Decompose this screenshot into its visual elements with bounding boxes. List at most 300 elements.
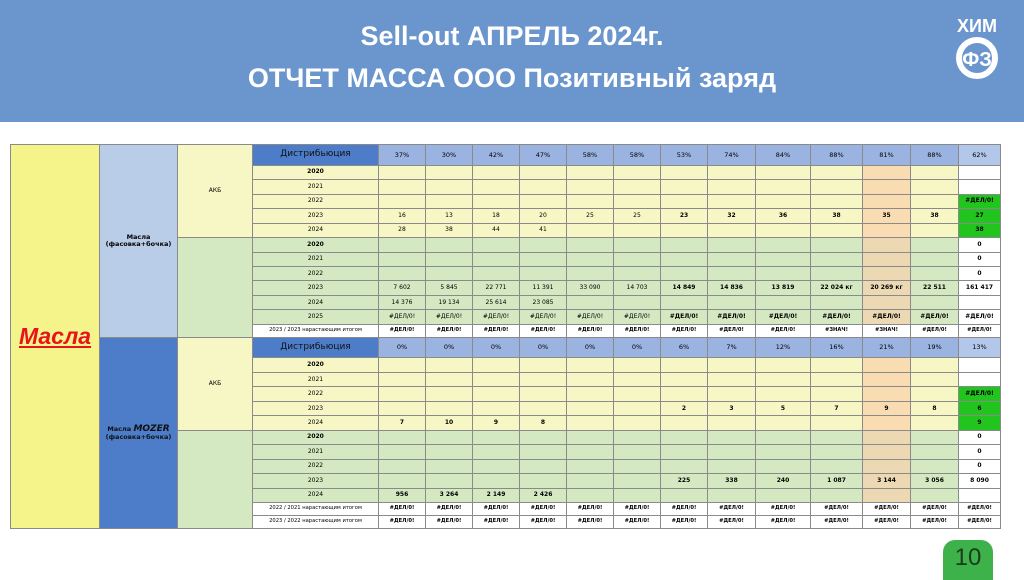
category-label: Масла [18, 323, 92, 349]
table-cell [708, 372, 756, 386]
table-cell: 5 [756, 401, 811, 415]
table-cell [661, 266, 708, 280]
table-cell [426, 445, 473, 459]
table-cell: 0 [959, 266, 1001, 280]
table-cell [426, 266, 473, 280]
table-cell: #ДЕЛ/0! [911, 515, 959, 528]
table-cell: #ДЕЛ/0! [661, 310, 708, 324]
table-cell [708, 488, 756, 502]
table-cell [379, 387, 426, 401]
title-line-1: Sell-out АПРЕЛЬ 2024г. [360, 21, 664, 51]
table-cell [756, 459, 811, 473]
table-cell: 10 [426, 416, 473, 430]
distribution-value: 0% [379, 337, 426, 358]
table-cell [756, 445, 811, 459]
table-cell [911, 266, 959, 280]
subcategory-name: Масла [126, 233, 151, 242]
table-cell [426, 459, 473, 473]
table-cell [863, 430, 911, 444]
table-cell [811, 252, 863, 266]
table-cell: #ДЕЛ/0! [911, 324, 959, 337]
table-cell: 27 [959, 209, 1001, 223]
table-cell [426, 401, 473, 415]
table-cell: 14 703 [614, 281, 661, 295]
year-label: 2021 [253, 445, 379, 459]
table-cell [756, 295, 811, 309]
table-cell [959, 358, 1001, 372]
table-cell [911, 165, 959, 179]
subcategory-cell [100, 145, 178, 338]
table-cell: #ДЕЛ/0! [959, 194, 1001, 208]
table-cell: #ДЕЛ/0! [567, 310, 614, 324]
table-cell: #ДЕЛ/0! [911, 310, 959, 324]
table-cell [863, 488, 911, 502]
distribution-value: 30% [426, 145, 473, 166]
table-cell: 0 [959, 445, 1001, 459]
table-cell: #ДЕЛ/0! [614, 503, 661, 516]
table-cell: 240 [756, 474, 811, 488]
table-cell: #ДЕЛ/0! [708, 503, 756, 516]
distribution-value: 47% [520, 145, 567, 166]
table-cell [520, 474, 567, 488]
table-cell [756, 358, 811, 372]
table-cell: 225 [661, 474, 708, 488]
table-cell: 2 [661, 401, 708, 415]
table-cell: #ДЕЛ/0! [863, 310, 911, 324]
table-cell [379, 372, 426, 386]
table-cell: 14 849 [661, 281, 708, 295]
table-cell: #ДЕЛ/0! [520, 503, 567, 516]
table-cell: 161 417 [959, 281, 1001, 295]
table-cell: 28 [379, 223, 426, 237]
year-label: 2024 [253, 295, 379, 309]
table-cell [379, 266, 426, 280]
table-cell [567, 358, 614, 372]
year-label: 2021 [253, 180, 379, 194]
table-cell: #ДЕЛ/0! [708, 324, 756, 337]
table-cell [911, 387, 959, 401]
table-cell [473, 372, 520, 386]
table-cell [520, 430, 567, 444]
subcategory-packaging: (фасовка+бочка) [105, 239, 172, 248]
table-cell [520, 165, 567, 179]
table-cell [756, 372, 811, 386]
table-cell: 22 024 кг [811, 281, 863, 295]
table-cell [756, 223, 811, 237]
table-cell [520, 358, 567, 372]
table-cell: #ДЕЛ/0! [567, 324, 614, 337]
volume-group-cell [178, 238, 253, 338]
table-cell [426, 165, 473, 179]
table-cell [661, 459, 708, 473]
table-cell [567, 416, 614, 430]
table-cell: #ДЕЛ/0! [911, 503, 959, 516]
table-cell [661, 430, 708, 444]
table-cell [473, 401, 520, 415]
table-cell [863, 194, 911, 208]
distribution-value: 0% [473, 337, 520, 358]
table-cell: #ДЕЛ/0! [661, 324, 708, 337]
table-cell: 25 614 [473, 295, 520, 309]
table-cell: 38 [811, 209, 863, 223]
table-cell [379, 459, 426, 473]
table-cell [911, 459, 959, 473]
table-cell [661, 238, 708, 252]
table-cell [567, 295, 614, 309]
table-cell: #ДЕЛ/0! [863, 515, 911, 528]
table-cell [811, 416, 863, 430]
table-cell: 23 085 [520, 295, 567, 309]
akb-label: АКБ [178, 337, 253, 430]
table-cell: 8 [911, 401, 959, 415]
company-logo [944, 10, 1010, 82]
table-cell: #ДЕЛ/0! [756, 310, 811, 324]
table-cell [811, 387, 863, 401]
table-cell: 36 [756, 209, 811, 223]
table-cell [708, 266, 756, 280]
subcategory-name: Масла [107, 425, 132, 434]
table-cell [567, 474, 614, 488]
table-cell [426, 194, 473, 208]
table-cell [661, 295, 708, 309]
table-cell [863, 387, 911, 401]
table-cell: #ДЕЛ/0! [756, 515, 811, 528]
table-cell [811, 223, 863, 237]
table-cell [520, 459, 567, 473]
table-cell [756, 194, 811, 208]
table-cell: 9 [863, 401, 911, 415]
table-cell [708, 459, 756, 473]
table-cell [863, 252, 911, 266]
table-cell [661, 387, 708, 401]
table-cell [661, 488, 708, 502]
table-cell [959, 488, 1001, 502]
table-cell [863, 358, 911, 372]
table-cell: #ДЕЛ/0! [863, 503, 911, 516]
table-cell [567, 180, 614, 194]
distribution-value: 0% [614, 337, 661, 358]
distribution-value: 12% [756, 337, 811, 358]
title-line-2: ОТЧЕТ МАССА ООО Позитивный заряд [247, 63, 777, 93]
table-cell: #ДЕЛ/0! [520, 324, 567, 337]
table-cell [911, 252, 959, 266]
year-label: 2023 [253, 281, 379, 295]
table-cell: 338 [708, 474, 756, 488]
table-cell [811, 372, 863, 386]
year-label: 2020 [253, 430, 379, 444]
table-cell: 23 [661, 209, 708, 223]
table-cell [426, 180, 473, 194]
table-cell [811, 194, 863, 208]
table-cell [520, 252, 567, 266]
distribution-value: 74% [708, 145, 756, 166]
table-cell [811, 238, 863, 252]
table-cell: #ДЕЛ/0! [614, 310, 661, 324]
table-cell: 3 144 [863, 474, 911, 488]
table-cell [473, 238, 520, 252]
table-cell [614, 223, 661, 237]
table-cell [863, 459, 911, 473]
sales-report-table-container [10, 144, 998, 529]
table-cell [811, 266, 863, 280]
table-cell [911, 238, 959, 252]
svg-text:ХИМ: ХИМ [957, 16, 997, 36]
table-cell [614, 488, 661, 502]
distribution-value: 81% [863, 145, 911, 166]
table-cell [708, 165, 756, 179]
table-cell [661, 416, 708, 430]
distribution-value: 21% [863, 337, 911, 358]
table-cell [567, 488, 614, 502]
table-cell [708, 430, 756, 444]
table-cell [863, 180, 911, 194]
table-cell [614, 430, 661, 444]
table-cell: 9 [959, 416, 1001, 430]
table-cell: #ДЕЛ/0! [473, 310, 520, 324]
table-cell: 25 [614, 209, 661, 223]
table-cell [614, 252, 661, 266]
table-cell [379, 238, 426, 252]
table-cell [911, 180, 959, 194]
table-cell [520, 180, 567, 194]
table-cell [811, 430, 863, 444]
distribution-value: 62% [959, 145, 1001, 166]
table-cell: #ДЕЛ/0! [379, 503, 426, 516]
table-cell: 38 [426, 223, 473, 237]
table-cell: #ДЕЛ/0! [473, 515, 520, 528]
year-label: 2023 [253, 401, 379, 415]
table-cell: 2 426 [520, 488, 567, 502]
table-cell [567, 372, 614, 386]
distribution-value: 42% [473, 145, 520, 166]
table-cell [520, 266, 567, 280]
distribution-value: 13% [959, 337, 1001, 358]
page-number-badge: 10 [943, 540, 993, 580]
table-cell: 8 [520, 416, 567, 430]
table-cell [911, 358, 959, 372]
table-cell: #ДЕЛ/0! [756, 503, 811, 516]
table-cell: 1 087 [811, 474, 863, 488]
table-cell: #ДЕЛ/0! [379, 324, 426, 337]
table-cell [567, 165, 614, 179]
table-cell: #ДЕЛ/0! [661, 503, 708, 516]
table-cell: 16 [379, 209, 426, 223]
table-cell: 38 [959, 223, 1001, 237]
table-cell [863, 416, 911, 430]
table-cell: 13 819 [756, 281, 811, 295]
table-cell: #ДЕЛ/0! [473, 503, 520, 516]
table-cell [863, 238, 911, 252]
table-cell: #ДЕЛ/0! [959, 515, 1001, 528]
table-cell [661, 223, 708, 237]
table-cell [911, 372, 959, 386]
table-cell: 0 [959, 430, 1001, 444]
table-cell [911, 488, 959, 502]
distribution-label: Дистрибьюция [253, 145, 379, 166]
table-cell [520, 387, 567, 401]
table-cell: 3 264 [426, 488, 473, 502]
table-cell [473, 445, 520, 459]
table-cell [811, 295, 863, 309]
table-cell [473, 252, 520, 266]
table-cell: 14 376 [379, 295, 426, 309]
year-label: 2022 [253, 387, 379, 401]
table-cell [911, 295, 959, 309]
table-cell [473, 194, 520, 208]
table-cell: 13 [426, 209, 473, 223]
table-cell: 32 [708, 209, 756, 223]
table-cell [379, 194, 426, 208]
table-cell [756, 165, 811, 179]
table-cell [379, 165, 426, 179]
distribution-row [11, 145, 1001, 166]
distribution-value: 58% [614, 145, 661, 166]
subcategory-brand: MOZER [133, 424, 170, 435]
table-cell [811, 488, 863, 502]
table-cell [614, 266, 661, 280]
table-cell [379, 445, 426, 459]
table-cell [661, 165, 708, 179]
distribution-value: 0% [520, 337, 567, 358]
table-cell [708, 416, 756, 430]
table-cell [911, 223, 959, 237]
year-label: 2020 [253, 165, 379, 179]
table-cell: 25 [567, 209, 614, 223]
table-cell [473, 266, 520, 280]
table-cell: #ДЕЛ/0! [614, 515, 661, 528]
table-cell: 44 [473, 223, 520, 237]
table-cell [614, 358, 661, 372]
table-cell: 18 [473, 209, 520, 223]
distribution-value: 88% [911, 145, 959, 166]
year-label: 2022 [253, 459, 379, 473]
table-cell [708, 295, 756, 309]
table-cell [426, 238, 473, 252]
table-cell [661, 372, 708, 386]
table-cell [426, 252, 473, 266]
table-cell: 33 090 [567, 281, 614, 295]
table-cell [567, 430, 614, 444]
table-cell [614, 180, 661, 194]
table-cell [614, 238, 661, 252]
table-cell [911, 445, 959, 459]
table-cell [756, 238, 811, 252]
table-cell: #ДЕЛ/0! [614, 324, 661, 337]
table-cell [756, 387, 811, 401]
table-cell: #ДЕЛ/0! [959, 324, 1001, 337]
year-label: 2025 [253, 310, 379, 324]
table-cell: #ДЕЛ/0! [426, 310, 473, 324]
table-cell [473, 474, 520, 488]
table-cell: 7 [379, 416, 426, 430]
table-cell [811, 180, 863, 194]
table-cell [756, 180, 811, 194]
table-cell [567, 445, 614, 459]
table-cell [756, 430, 811, 444]
category-cell [11, 145, 100, 529]
distribution-value: 53% [661, 145, 708, 166]
table-cell: #ДЕЛ/0! [959, 503, 1001, 516]
table-cell [520, 194, 567, 208]
table-cell [520, 372, 567, 386]
table-cell [863, 266, 911, 280]
table-cell: 956 [379, 488, 426, 502]
table-cell: 19 134 [426, 295, 473, 309]
year-label: 2023 [253, 209, 379, 223]
year-label: 2020 [253, 238, 379, 252]
table-cell: 20 269 кг [863, 281, 911, 295]
table-cell [756, 266, 811, 280]
table-cell [567, 387, 614, 401]
table-cell [567, 401, 614, 415]
year-label: 2021 [253, 252, 379, 266]
table-cell: 5 845 [426, 281, 473, 295]
year-label: 2021 [253, 372, 379, 386]
table-cell [811, 358, 863, 372]
table-cell: 2 149 [473, 488, 520, 502]
table-cell [811, 165, 863, 179]
table-cell [614, 387, 661, 401]
table-cell: #ДЕЛ/0! [379, 515, 426, 528]
table-cell: #ДЕЛ/0! [756, 324, 811, 337]
distribution-value: 88% [811, 145, 863, 166]
table-cell [661, 445, 708, 459]
table-cell: 0 [959, 459, 1001, 473]
table-cell [959, 165, 1001, 179]
table-cell: #ДЕЛ/0! [567, 503, 614, 516]
distribution-value: 7% [708, 337, 756, 358]
table-cell: #ДЕЛ/0! [473, 324, 520, 337]
table-cell: 14 836 [708, 281, 756, 295]
table-cell: 11 391 [520, 281, 567, 295]
volume-group-cell [178, 430, 253, 528]
table-cell: 22 511 [911, 281, 959, 295]
table-cell [567, 459, 614, 473]
table-cell: #ЗНАЧ! [811, 324, 863, 337]
table-cell [379, 401, 426, 415]
table-cell: 3 056 [911, 474, 959, 488]
table-cell [708, 238, 756, 252]
table-cell [473, 180, 520, 194]
table-cell: #ДЕЛ/0! [959, 387, 1001, 401]
distribution-value: 0% [567, 337, 614, 358]
table-cell [756, 252, 811, 266]
akb-label: АКБ [178, 145, 253, 238]
table-cell: #ДЕЛ/0! [426, 515, 473, 528]
table-cell [567, 238, 614, 252]
table-cell: 7 [811, 401, 863, 415]
table-cell [863, 223, 911, 237]
table-cell [708, 252, 756, 266]
table-cell [708, 358, 756, 372]
year-label: 2020 [253, 358, 379, 372]
table-cell [614, 416, 661, 430]
table-cell [473, 358, 520, 372]
table-cell [567, 194, 614, 208]
table-cell [708, 445, 756, 459]
table-cell [959, 372, 1001, 386]
table-cell: 0 [959, 252, 1001, 266]
table-cell [614, 445, 661, 459]
svg-text:ФЗ: ФЗ [962, 49, 992, 71]
table-cell [708, 387, 756, 401]
table-cell [811, 445, 863, 459]
table-cell [863, 372, 911, 386]
table-cell: 41 [520, 223, 567, 237]
year-label: 2024 [253, 223, 379, 237]
table-cell [379, 430, 426, 444]
table-cell: #ЗНАЧ! [863, 324, 911, 337]
